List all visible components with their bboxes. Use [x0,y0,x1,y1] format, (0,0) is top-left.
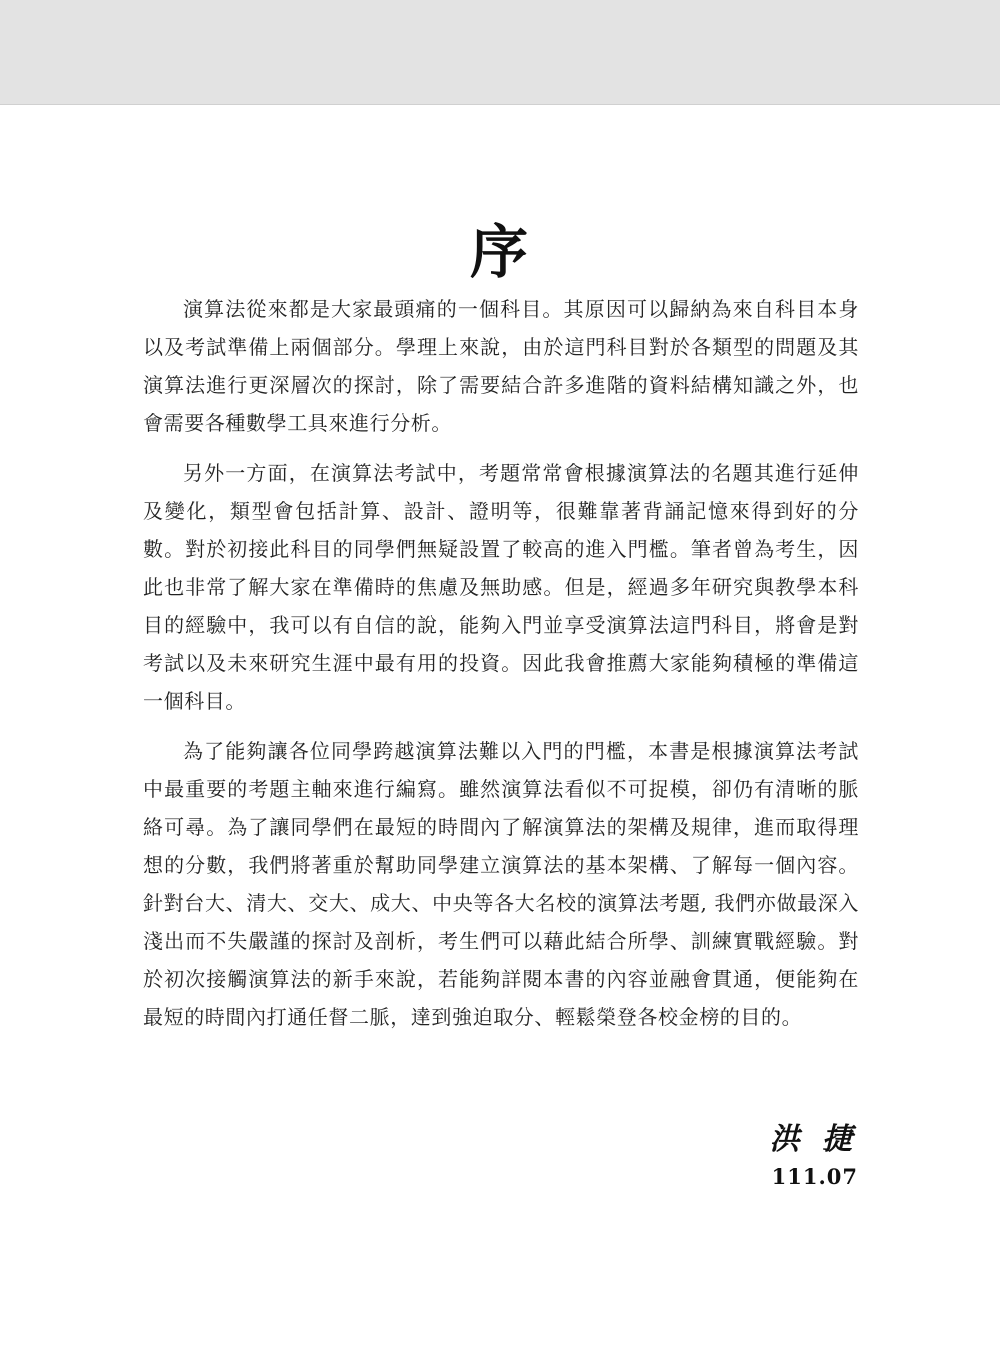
author-signature: 洪 捷 [769,1122,858,1157]
paragraph-3: 為了能夠讓各位同學跨越演算法難以入門的門檻，本書是根據演算法考試中最重要的考題主軸來進行編寫。雖然演算法看似不可捉模，卻仍有清晰的脈絡可尋。為了讓同學們在最短的時間內了解演算法的架構及規律，進而取得理想的分數，我們將著重於幫助同學建立演算法的基本架構、了解每一個內容。針對台大、清大、交大、成大、中央等各大名校的演算法考題, 我們亦做最深入淺出而不失嚴謹的探討及剖析，考生們可以藉此結合所學、訓練實戰經驗。對於初次接觸演算法的新手來說，若能夠詳閱本書的內容並融會貫通，便能夠在最短的時間內打通任督二脈，達到強迫取分、輕鬆榮登各校金榜的目的。 [143,739,859,1029]
signature-date: 111.07 [771,1164,858,1189]
page-title: 序 [469,217,530,286]
paragraph-2: 另外一方面，在演算法考試中，考題常常會根據演算法的名題其進行延伸及變化，類型會包括計算、設計、證明等，很難靠著背誦記憶來得到好的分數。對於初接此科目的同學們無疑設置了較高的進入門檻。筆者曾為考生，因此也非常了解大家在準備時的焦慮及無助感。但是，經過多年研究與教學本科目的經驗中，我可以有自信的說，能夠入門並享受演算法這門科目，將會是對考試以及未來研究生涯中最有用的投資。因此我會推薦大家能夠積極的準備這一個科目。 [143,461,859,713]
signature-block [770,1118,858,1192]
paragraph-1: 演算法從來都是大家最頭痛的一個科目。其原因可以歸納為來自科目本身以及考試準備上兩個部分。學理上來說，由於這門科目對於各類型的問題及其演算法進行更深層次的探討，除了需要結合許多進階的資料結構知識之外，也會需要各種數學工具來進行分析。 [143,297,859,435]
top-gray-band [0,0,1000,105]
preface-body [143,290,859,1048]
